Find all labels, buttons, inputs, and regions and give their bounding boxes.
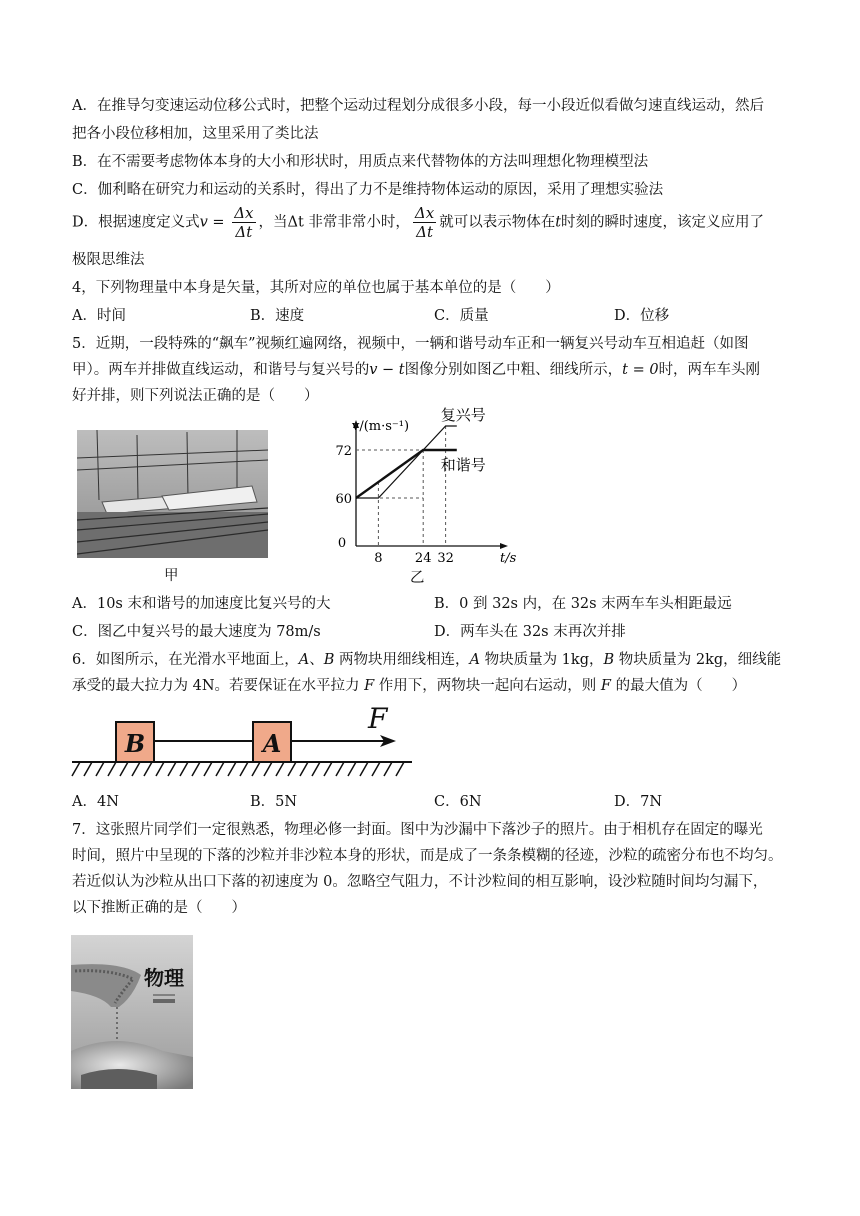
force-label: F [368, 702, 388, 735]
q3-d-prefix: D．根据速度定义式 [72, 214, 200, 231]
block-a-label: A [262, 729, 282, 758]
q6-l2-0: 承受的最大拉力为 4N。若要保证在水平拉力 [72, 678, 365, 694]
x-axis-label: t/s [500, 551, 517, 566]
q4-option-c: C．质量 [434, 308, 489, 324]
q6-l1-1: A [298, 652, 310, 668]
graph-caption-yi: 乙 [410, 570, 425, 586]
x-tick-label: 32 [437, 551, 454, 566]
frac-numerator: Δx [414, 204, 435, 222]
cover-title: 物理 [144, 966, 184, 990]
q4-stem: 4，下列物理量中本身是矢量，其所对应的单位也属于基本单位的是（ ） [72, 280, 560, 296]
q3-d-mid3: 就可以表示物体在 [439, 214, 556, 231]
q5-stem-line2 [72, 360, 760, 380]
q3-d-mid2: 非常非常小时， [303, 214, 410, 231]
q6-l1-8: 物块质量为 2kg，细线能 [614, 652, 782, 668]
q5-option-d: D．两车头在 32s 末再次并排 [434, 624, 626, 640]
series-label-2: 和谐号 [440, 456, 486, 474]
x-axis-arrow [500, 543, 508, 549]
y-tick-label: 72 [335, 444, 352, 459]
q5-line2-end: 时，两车车头刚 [658, 362, 761, 378]
q7-stem-line1: 7．这张照片同学们一定很熟悉，物理必修一封面。图中为沙漏中下落沙子的照片。由于相机存在固定的曝光 [72, 822, 763, 838]
q5-vt: v − t [369, 362, 405, 378]
q3-d-t: t [555, 214, 562, 231]
q5-line2-pre: 甲）。两车并排做直线运动，和谐号与复兴号的 [72, 362, 370, 378]
q5-t0: t = 0 [622, 362, 659, 378]
q5-option-b: B．0 到 32s 内，在 32s 末两车车头相距最远 [434, 596, 732, 612]
q5-option-c: C．图乙中复兴号的最大速度为 78m/s [72, 624, 321, 640]
textbook-cover-image [71, 935, 193, 1089]
q3-d-mid1: ，当 [258, 214, 288, 231]
q6-option-d: D．7N [614, 794, 663, 810]
block-b-label: B [124, 729, 146, 758]
q3-d-fraction-1 [232, 204, 255, 241]
q6-option-a: A．4N [72, 794, 119, 810]
q5-option-a: A．10s 末和谐号的加速度比复兴号的大 [72, 596, 331, 612]
q6-l2-2: 作用下，两物块一起向右运动，则 [374, 678, 601, 694]
q6-l1-2: 、 [309, 652, 324, 668]
q6-l1-4: 两物块用细线相连， [334, 652, 470, 668]
q6-option-c: C．6N [434, 794, 482, 810]
q3-option-a-line1: A．在推导匀变速运动位移公式时，把整个运动过程划分成很多小段，每一小段近似看做匀速直线运动，然后 [72, 98, 764, 114]
q6-l1-7: B [603, 652, 615, 668]
q3-d-eq: = [207, 214, 230, 231]
q6-option-b: B．5N [250, 794, 298, 810]
q6-stem-line1 [72, 650, 781, 670]
frac-numerator: Δx [234, 204, 254, 222]
photo-caption-jia: 甲 [164, 568, 179, 584]
x-tick-label: 24 [414, 551, 432, 566]
q7-stem-line4: 以下推断正确的是（ ） [72, 900, 246, 916]
q3-d-end: 时刻的瞬时速度，该定义应用了 [561, 214, 765, 231]
frac-denominator: Δt [235, 223, 253, 241]
series-label-1: 复兴号 [440, 406, 486, 424]
q6-l1-3: B [323, 652, 335, 668]
q5-line2-mid: 图像分别如图乙中粗、细线所示， [404, 362, 623, 378]
q6-l1-5: A [469, 652, 480, 668]
q6-l1-0: 6．如图所示，在光滑水平地面上， [72, 652, 299, 668]
blocks-diagram [70, 700, 415, 780]
q6-l1-6: 物块质量为 1kg， [479, 652, 604, 668]
q3-option-a-line2: 把各小段位移相加，这里采用了类比法 [72, 126, 319, 142]
y-axis-label: v/(m·s⁻¹) [352, 419, 410, 434]
q7-stem-line2: 时间，照片中呈现的下落的沙粒并非沙粒本身的形状，而是成了一条条模糊的径迹，沙粒的疏密分布也不均匀。 [72, 848, 783, 864]
q5-stem-line1: 5．近期，一段特殊的“飙车”视频红遍网络，视频中，一辆和谐号动车正和一辆复兴号动车互相追赶（如图 [72, 336, 749, 352]
frac-denominator: Δt [416, 223, 433, 241]
q4-option-a: A．时间 [72, 308, 126, 324]
q6-l2-4: 的最大值为（ ） [610, 678, 747, 694]
q4-option-d: D．位移 [614, 308, 670, 324]
q3-option-c: C．伽利略在研究力和运动的关系时，得出了力不是维持物体运动的原因，采用了理想实验法 [72, 182, 664, 198]
q3-d-v: v [199, 214, 208, 231]
x-tick-label: 0 [337, 536, 347, 551]
x-tick-label: 8 [374, 551, 383, 566]
vt-graph [318, 406, 528, 572]
q6-l2-1: F [364, 678, 375, 694]
train-photo [77, 430, 268, 558]
q6-l2-3: F [600, 678, 611, 694]
q3-d-dt: Δt [287, 214, 304, 231]
q4-option-b: B．速度 [250, 308, 305, 324]
y-tick-label: 60 [335, 492, 352, 507]
q5-stem-line3: 好并排，则下列说法正确的是（ ） [72, 388, 319, 404]
q3-option-b: B．在不需要考虑物体本身的大小和形状时，用质点来代替物体的方法叫理想化物理模型法 [72, 154, 649, 170]
ground-hatching [72, 762, 404, 776]
q3-option-d [72, 204, 764, 241]
q6-stem-line2 [72, 676, 746, 696]
q7-stem-line3: 若近似认为沙粒从出口下落的初速度为 0。忽略空气阻力，不计沙粒间的相互影响，设沙粒随时间均匀漏下， [72, 874, 768, 890]
q3-option-d-line2: 极限思维法 [72, 252, 145, 268]
q3-d-fraction-2 [413, 204, 436, 241]
